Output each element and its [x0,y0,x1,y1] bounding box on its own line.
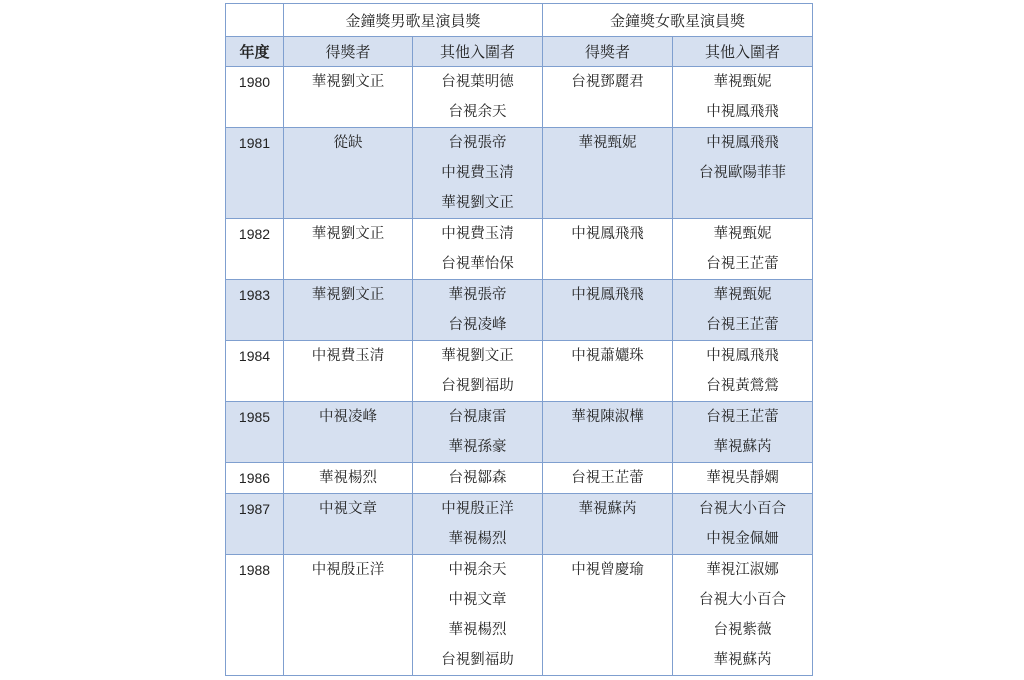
female-nominee-name: 華視蘇芮 [713,439,772,455]
table-row [226,219,813,280]
male-winner-name: 從缺 [333,135,363,151]
table-row [226,494,813,555]
male-nominees-cell [413,67,543,128]
male-winner-cell [284,341,413,402]
group-header-row [226,4,813,37]
female-winner-name: 中視蕭孋珠 [571,348,644,364]
male-nominee-name: 台視鄒森 [448,470,507,486]
male-nominee-name: 中視費玉清 [441,165,514,181]
year-cell [226,341,284,402]
male-winner-column-header: 得獎者 [284,37,413,67]
female-nominee-name: 中視鳳飛飛 [706,348,779,364]
male-nominee-name: 華視劉文正 [441,195,514,211]
year-label: 1982 [238,226,271,242]
female-nominees-cell [673,463,813,494]
male-nominee-name: 華視楊烈 [448,531,507,547]
golden-bell-awards-table [225,3,813,676]
female-nominee-name: 華視甄妮 [713,287,772,303]
year-cell [226,128,284,219]
female-winner-name: 華視甄妮 [578,135,637,151]
female-nominee-name: 華視江淑娜 [706,562,779,578]
year-cell [226,494,284,555]
female-nominee-name: 華視吳靜嫻 [706,470,779,486]
male-group-header: 金鐘獎男歌星演員獎 [284,4,543,37]
year-label: 1981 [238,135,271,151]
year-label: 1980 [238,74,271,90]
female-winner-cell [543,494,673,555]
male-nominee-name: 中視殷正洋 [441,501,514,517]
female-nominee-name: 中視鳳飛飛 [706,104,779,120]
male-nominee-name: 台視劉福助 [441,652,514,668]
male-nominees-cell [413,219,543,280]
column-header-row [226,37,813,67]
female-nominee-name: 台視王芷蕾 [706,317,779,333]
male-nominee-name: 台視劉福助 [441,378,514,394]
year-cell [226,555,284,676]
male-winner-cell [284,67,413,128]
female-nominees-cell [673,494,813,555]
female-winner-name: 中視鳳飛飛 [571,226,644,242]
year-label: 1985 [238,409,271,425]
table-row [226,402,813,463]
male-winner-cell [284,402,413,463]
male-nominee-name: 台視凌峰 [448,317,507,333]
female-winner-name: 華視蘇芮 [578,501,637,517]
year-cell [226,402,284,463]
male-nominee-name: 中視余天 [448,562,507,578]
female-winner-cell [543,128,673,219]
male-winner-cell [284,494,413,555]
corner-cell [226,4,284,37]
male-nominee-name: 台視葉明德 [441,74,514,90]
male-winner-name: 華視楊烈 [319,470,377,486]
female-winner-cell [543,280,673,341]
year-label: 1986 [238,470,271,486]
male-nominees-cell [413,555,543,676]
female-nominee-name: 台視黃鶯鶯 [706,378,779,394]
female-winner-name: 中視曾慶瑜 [571,562,644,578]
female-nominees-cell [673,67,813,128]
year-label: 1984 [238,348,271,364]
year-cell [226,280,284,341]
female-winner-name: 台視王芷蕾 [571,470,644,486]
male-nominees-cell [413,494,543,555]
year-label: 1983 [238,287,271,303]
female-nominee-name: 台視大小百合 [699,592,787,608]
table-row [226,341,813,402]
male-nominee-name: 台視康雷 [448,409,507,425]
female-nominee-name: 華視甄妮 [713,74,772,90]
male-winner-name: 華視劉文正 [311,74,385,90]
male-winner-name: 中視費玉清 [311,348,385,364]
female-nominee-name: 台視紫薇 [713,622,772,638]
table-row [226,67,813,128]
male-nominee-name: 華視劉文正 [441,348,514,364]
male-nominees-column-header: 其他入圍者 [413,37,543,67]
male-nominees-cell [413,463,543,494]
female-group-header: 金鐘獎女歌星演員獎 [543,4,813,37]
female-winner-name: 台視鄧麗君 [571,74,644,90]
male-nominee-name: 華視孫豪 [448,439,507,455]
table-row [226,280,813,341]
male-nominee-name: 台視余天 [448,104,507,120]
female-winner-name: 華視陳淑樺 [571,409,644,425]
table-row [226,128,813,219]
male-nominee-name: 華視張帝 [448,287,507,303]
male-winner-name: 中視殷正洋 [311,562,385,578]
male-nominees-cell [413,280,543,341]
male-winner-cell [284,219,413,280]
male-winner-name: 中視凌峰 [319,409,377,425]
male-nominee-name: 台視華怡保 [441,256,514,272]
male-winner-cell [284,555,413,676]
male-nominee-name: 中視文章 [448,592,507,608]
male-nominee-name: 華視楊烈 [448,622,507,638]
female-nominees-cell [673,402,813,463]
female-winner-cell [543,463,673,494]
male-nominees-cell [413,341,543,402]
male-nominee-name: 中視費玉清 [441,226,514,242]
year-label: 1988 [238,562,271,578]
female-winner-name: 中視鳳飛飛 [571,287,644,303]
male-winner-name: 華視劉文正 [311,287,385,303]
male-winner-cell [284,128,413,219]
male-winner-name: 中視文章 [319,501,377,517]
year-cell [226,219,284,280]
female-nominees-cell [673,555,813,676]
male-nominee-name: 台視張帝 [448,135,507,151]
female-nominee-name: 台視大小百合 [699,501,787,517]
female-nominee-name: 台視王芷蕾 [706,409,779,425]
female-winner-cell [543,219,673,280]
year-cell [226,463,284,494]
table-row [226,555,813,676]
female-nominee-name: 台視王芷蕾 [706,256,779,272]
female-nominee-name: 中視鳳飛飛 [706,135,779,151]
female-winner-column-header: 得獎者 [543,37,673,67]
female-nominee-name: 華視甄妮 [713,226,772,242]
year-label: 1987 [238,501,271,517]
female-winner-cell [543,555,673,676]
year-cell [226,67,284,128]
female-nominees-column-header: 其他入圍者 [673,37,813,67]
female-winner-cell [543,402,673,463]
female-winner-cell [543,67,673,128]
female-nominees-cell [673,280,813,341]
female-nominees-cell [673,219,813,280]
female-nominee-name: 台視歐陽菲菲 [699,165,787,181]
male-nominees-cell [413,402,543,463]
male-winner-cell [284,463,413,494]
female-nominees-cell [673,341,813,402]
female-winner-cell [543,341,673,402]
male-winner-cell [284,280,413,341]
female-nominees-cell [673,128,813,219]
male-winner-name: 華視劉文正 [311,226,385,242]
female-nominee-name: 中視金佩姍 [706,531,779,547]
female-nominee-name: 華視蘇芮 [713,652,772,668]
award-rows [226,67,813,676]
male-nominees-cell [413,128,543,219]
table-row [226,463,813,494]
year-column-header: 年度 [226,37,284,67]
